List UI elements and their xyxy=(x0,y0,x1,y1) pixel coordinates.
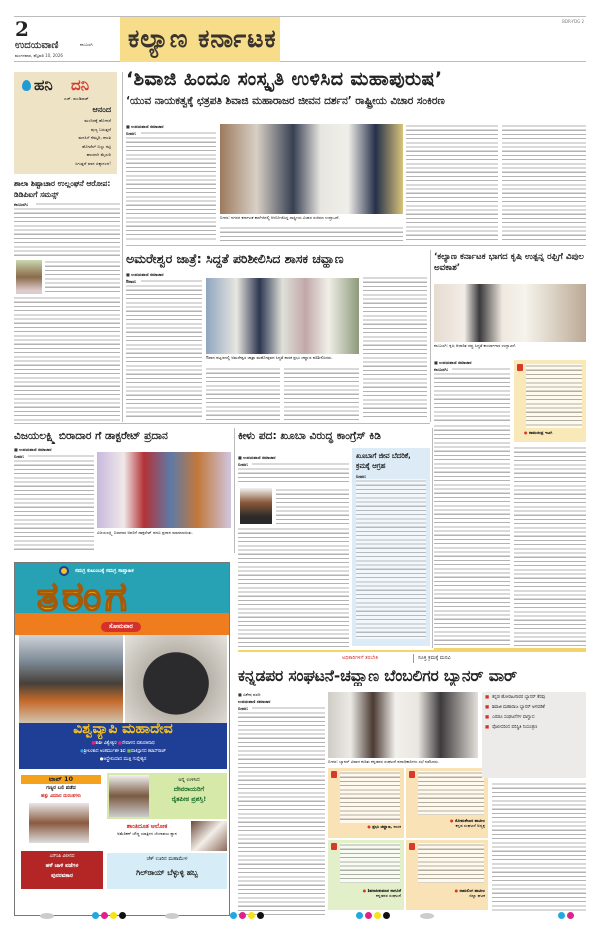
quote-box xyxy=(328,768,404,838)
fest-box xyxy=(107,853,227,889)
lead-byline: ■ ಉದಯವಾಣಿ ಸಮಾಚಾರ xyxy=(126,124,164,129)
agri-quote-box xyxy=(514,360,586,442)
quote-signature: ● ರಾಮಚಂದ್ರ ಇಟಗಿ xyxy=(524,430,553,435)
left-story-body xyxy=(45,260,120,294)
vijayalakshmi-byline-text: ಉದಯವಾಣಿ ಸಮಾಚಾರ xyxy=(19,447,52,452)
register-oval xyxy=(165,913,179,919)
amareshwar-body xyxy=(284,367,359,420)
left-story-headline: ಶಾಲಾ ಶಿಷ್ಟಾಚಾರ ಉಲ್ಲಂಘನೆ ಆರೋಪ: ಡಿಡಿಪಿಐಗೆ ಸಮನ್ಸ್ xyxy=(14,179,111,199)
quote-icon xyxy=(331,771,337,778)
taranga-title: ತರಂಗ xyxy=(37,574,131,620)
agri-dateline: ಕಲಬುರಗಿ: xyxy=(434,367,449,372)
amareshwar-byline: ■ ಉದಯವಾಣಿ ಸಮಾಚಾರ xyxy=(126,272,164,277)
registration-dot xyxy=(248,912,255,919)
hanidani-box xyxy=(14,72,117,174)
bullet-text: ಪೊಲೀಸರಿಂದ ಪರಿಸ್ಥಿತಿ ನಿಯಂತ್ರಣ xyxy=(492,725,538,730)
agri-photo-caption: ಕಲಬುರಗಿ: ಕೃಷಿ ಆಧಾರಿತ ರಫ್ತು ಸಿದ್ಧತೆ ಕಾರ್ಯಾಗಾರ ಉದ್ಘಾಟನೆ. xyxy=(434,343,517,348)
lead-body xyxy=(126,136,216,242)
registration-dot xyxy=(567,912,574,919)
quote-icon xyxy=(409,771,415,778)
lead-photo xyxy=(220,124,403,214)
amareshwar-body xyxy=(206,367,280,420)
quote-box xyxy=(406,840,488,910)
quote-text xyxy=(526,364,582,428)
hanidani-author: ಎಚ್. ಡುಂಡಿರಾಜ್ xyxy=(64,96,89,101)
registration-dot xyxy=(356,912,363,919)
lead-body xyxy=(406,124,498,242)
lead-body xyxy=(502,124,586,242)
banner-war-body xyxy=(492,782,586,912)
lead-headline: ‘ಶಿವಾಜಿ ಹಿಂದೂ ಸಂಸ್ಕೃತಿ ಉಳಿಸಿದ ಮಹಾಪುರುಷ’ xyxy=(126,68,443,90)
day-badge: ಸೋಮವಾರ xyxy=(101,622,141,632)
fest-line2: ಗಿಲ್‌ರಾಯ್ ಬೆಳ್ಳುಳ್ಳಿ ಹಬ್ಬ xyxy=(136,868,198,877)
amareshwar-body xyxy=(141,279,202,283)
top10-line1: ಗಣ್ಯರ ಬಲಿ ಪಡೆದ xyxy=(46,785,76,791)
registration-dot xyxy=(365,912,372,919)
banner-war-kicker-text: ವಿಶೇಷ ವರದಿ xyxy=(243,692,261,697)
poem-line: ಸಿಗುತ್ತದೆ ಖಾನ ಪಿಕ್ಕಾನಂದ! xyxy=(75,160,111,166)
quote-signature: ● ರಾಮಲಿಂಗ ಪಾಟೀಲ ಜಿಲ್ಲಾ ಘಟಕ xyxy=(454,888,485,898)
amareshwar-byline-text: ಉದಯವಾಣಿ ಸಮಾಚಾರ xyxy=(131,272,164,277)
keelu-sidebar-dateline: ಬೀದರ: xyxy=(356,474,367,479)
banner-war-dateline: ಬೀದರ: xyxy=(238,706,249,711)
peace-title: ಶಾಂತಿದೂತ ಆಲೋಕ xyxy=(126,823,168,830)
bullet-text: ಶಿವಾಜಿ ಮಹಾರಾಜ ಬ್ಯಾನರ್ ಅಳವಡಿಕೆ xyxy=(492,705,545,710)
lead-byline-text: ಉದಯವಾಣಿ ಸಮಾಚಾರ xyxy=(131,124,164,129)
keelu-headline: ಕೀಳು ಪದ: ಖೂಬಾ ವಿರುದ್ಧ ಕಾಂಗ್ರೆಸ್ ಕಿಡಿ xyxy=(238,430,381,442)
cover-item: ಕಾಶೀ ವಿಶ್ವೇಶ್ವರ xyxy=(95,741,117,746)
bullet-item: ■ ಪೊಲೀಸರಿಂದ ಪರಿಸ್ಥಿತಿ ನಿಯಂತ್ರಣ xyxy=(485,725,538,730)
ncp-line3: ಪುನರವತಾರ xyxy=(51,873,73,879)
vijayalakshmi-body xyxy=(14,459,94,551)
farmer-line1: ಅನ್ನ ಉಳಿಸಿದ xyxy=(178,777,200,783)
top10-label: ಟಾಪ್ 10 xyxy=(21,775,101,784)
registration-dot xyxy=(239,912,246,919)
agri-body xyxy=(434,424,510,648)
banner-war-body xyxy=(252,706,325,710)
banner-war-photo-caption: ಬೀದರ: ಬ್ಯಾನರ್ ವಿವಾದ ಕುರಿತು ಕನ್ನಡಪರ ಸಂಘಟನೆ ಪದಾಧಿಕಾರಿಗಳು ಸಭೆ ನಡೆಸಿದರು. xyxy=(328,759,440,764)
drop-icon xyxy=(22,80,31,91)
bullet-text: ಕನ್ನಡ ಹೋರಾಟಗಾರರ ಬ್ಯಾನರ್ ತೆರವು xyxy=(492,695,546,700)
cover-item: ಆಸ್ಟ್ರೇಲಿಯಾದ ಮುಕ್ತಿ ಗುಪ್ತೇಶ್ವರ xyxy=(103,757,147,762)
tag-separator xyxy=(413,654,414,663)
registration-dot xyxy=(92,912,99,919)
quote-signature-name: ರಾಮಚಂದ್ರ ಇಟಗಿ xyxy=(528,430,553,435)
keelu-dateline: ಬೀದರ: xyxy=(238,462,249,467)
ncp-line1: ಎನ್‌ಸಿಪಿ ವಿಲೀನದ xyxy=(49,854,75,859)
quote-icon xyxy=(331,843,337,850)
keelu-body xyxy=(252,462,349,466)
left-story-body xyxy=(14,207,120,259)
banner-war-bullets xyxy=(482,692,586,778)
bullet-item: ■ ಶಿವಾಜಿ ಮಹಾರಾಜ ಬ್ಯಾನರ್ ಅಳವಡಿಕೆ xyxy=(485,705,545,710)
author-photo xyxy=(16,260,42,294)
quote-box xyxy=(328,840,404,910)
section-rule xyxy=(126,245,586,246)
fest-line1: ಚೆಕ್ ಊರಿನ ಮಹಾಮೇಳ xyxy=(146,856,188,862)
cover-item: ನೇಪಾಳದ ಪಶುಪತಿನಾಥ xyxy=(121,741,155,746)
quote-name: ಶಿವರಾಜಕುಮಾರ ನಾಗೂರೆ xyxy=(367,888,401,893)
quote-signature: ● ಸೋಮಶೇಖರ ಪಾಟೀಲ ಕನ್ನಡ ಸಂಘಟನೆ ಅಧ್ಯಕ್ಷ xyxy=(450,818,485,828)
bullet-item: ■ ಎರಡೂ ಸಂಘಟನೆಗಳ ವಾಗ್ವಾದ xyxy=(485,715,535,720)
quote-name: ರಾಮಲಿಂಗ ಪಾಟೀಲ xyxy=(459,888,485,893)
quote-name: ಪ್ರಭು ಚವ್ಹಾಣ xyxy=(372,824,391,829)
registration-dot xyxy=(230,912,237,919)
lead-photo-caption: ಬೀದರ: ನಗರದ ಕರ್ನಾಟಕ ಕಾಲೇಜಿನಲ್ಲಿ ಆಯೋಜಿಸಿದ್ದ ರಾಷ್ಟ್ರೀಯ ವಿಚಾರ ಸಂಕಿರಣ ಉದ್ಘಾಟನೆ. xyxy=(220,215,340,220)
keelu-sidebar-title: ಖೂಬಾಗೆ ಜೀವ ಬೆದರಿಕೆ, ಕ್ರಮಕ್ಕೆ ಆಗ್ರಹ xyxy=(356,452,411,470)
lead-body xyxy=(220,226,403,242)
poem-line: ಮಂದಿರಕ್ಕೆ ಹೋದರೆ xyxy=(84,118,111,123)
ncp-line2: ಹಳೆ ಚಾಳಿ ಪಡೆಗಳ xyxy=(45,863,79,869)
quote-box xyxy=(406,768,488,838)
top10-photo xyxy=(29,803,89,843)
top10-line2: ಹತ್ತು ವಿಮಾನ ದುರಂತಗಳು xyxy=(41,794,81,799)
registration-marks xyxy=(356,912,390,919)
register-oval xyxy=(420,913,434,919)
vijayalakshmi-byline: ■ ಉದಯವಾಣಿ ಸಮಾಚಾರ xyxy=(14,447,52,452)
cover-item: ಪಾಕಿಸ್ತಾನದ ಕಟಾಸ್‌ರಾಜ್ xyxy=(130,749,166,754)
registration-dot xyxy=(119,912,126,919)
poem-line: ಪುಣ್ಯ ಬರುತ್ತದೆ xyxy=(90,126,111,132)
vijayalakshmi-photo xyxy=(97,452,231,528)
keelu-byline: ■ ಉದಯವಾಣಿ ಸಮಾಚಾರ xyxy=(238,455,276,460)
amareshwar-photo-caption: ಔರಾದ ಪಟ್ಟಣದಲ್ಲಿ ಅಮರೇಶ್ವರ ಜಾತ್ರಾ ಮಹೋತ್ಸವದ ಸಿದ್ಧತೆ ಶಾಸಕ ಪ್ರಭು ಚವ್ಹಾಣ ಪರಿಶೀಲಿಸಿದರು. xyxy=(206,355,333,360)
quote-text xyxy=(418,771,484,815)
cover-items-row2: ●ಶ್ರೀಲಂಕಾದ ಅಂತರ್ಮುಖೀ ಶಿವ ■ಪಾಕಿಸ್ತಾನದ ಕಟಾಸ್‌ರಾಜ್ xyxy=(80,749,166,754)
taranga-tagline: ಸಮಗ್ರ ಕುಟುಂಬಕ್ಕೆ ಸಮಗ್ರ ಸಾಪ್ತಾಹಿಕ xyxy=(75,568,134,574)
masthead xyxy=(14,16,586,62)
bullet-text: ಎರಡೂ ಸಂಘಟನೆಗಳ ವಾಗ್ವಾದ xyxy=(492,715,535,720)
cover-photo-left xyxy=(19,635,123,723)
poem-line: ಮನಸಿಗೆ ನೆಮ್ಮದಿ, ಶಾಂತಿ xyxy=(78,135,111,140)
vijayalakshmi-body xyxy=(28,454,94,458)
hanidani-logo-a: ಹನಿ xyxy=(34,76,53,94)
vijayalakshmi-photo-caption: ವಿಜಯಲಕ್ಷ್ಮಿ ಬಿರಾದಾರ ಅವರಿಗೆ ಡಾಕ್ಟರೇಟ್ ಪದವಿ ಪ್ರದಾನ ಮಾಡಲಾಯಿತು. xyxy=(97,530,193,535)
quote-icon xyxy=(409,843,415,850)
agri-body xyxy=(452,367,510,371)
banner-war-body xyxy=(238,711,325,916)
column-divider xyxy=(432,428,433,648)
quote-role: ಕನ್ನಡ ಸಂಘಟನೆ ಅಧ್ಯಕ್ಷ xyxy=(455,823,485,828)
quote-text xyxy=(340,771,400,823)
farmer-photo xyxy=(109,775,149,817)
keelu-body xyxy=(238,527,349,647)
banner-war-headline: ಕನ್ನಡಪರ ಸಂಘಟನೆ-ಚವ್ಹಾಣ ಬೆಂಬಲಿಗರ ಬ್ಯಾನರ್ ವಾರ್ xyxy=(238,667,518,685)
quote-signature: ● ಶಿವರಾಜಕುಮಾರ ನಾಗೂರೆ ಕನ್ನಡಪರ ಸಂಘಟನೆ xyxy=(362,888,401,898)
banner-war-byline: ಉದಯವಾಣಿ ಸಮಾಚಾರ xyxy=(238,699,271,704)
left-story-body xyxy=(14,296,120,422)
vijayalakshmi-dateline: ಬೀದರ: xyxy=(14,454,25,459)
lead-dateline: ಬೀದರ: xyxy=(126,131,137,136)
page-number: 2 xyxy=(15,17,29,41)
registration-marks xyxy=(230,912,264,919)
registration-marks xyxy=(558,912,574,919)
poem-line: ಹೋಟೆಲ್ ಬಿಲ್ಲು ಕಟ್ಟಿ xyxy=(82,143,111,149)
column-divider xyxy=(122,72,123,422)
ncp-box xyxy=(21,851,103,889)
quote-icon xyxy=(517,364,523,371)
paper-name: ಉದಯವಾಣಿ xyxy=(15,40,59,51)
banner-war-kicker: ■ ವಿಶೇಷ ವರದಿ xyxy=(238,692,261,697)
quote-role: ಶಾಸಕ xyxy=(393,824,401,829)
tag-strip-rule xyxy=(238,650,586,652)
keelu-byline-text: ಉದಯವಾಣಿ ಸಮಾಚಾರ xyxy=(243,455,276,460)
vijayalakshmi-headline: ವಿಜಯಲಕ್ಷ್ಮಿ ಬಿರಾದಾರ ಗೆ ಡಾಕ್ಟರೇಟ್ ಪ್ರದಾನ xyxy=(14,430,168,442)
lead-subheadline: ‘ಯುವ ನಾಯಕತ್ವಕ್ಕೆ ಛತ್ರಪತಿ ಶಿವಾಜಿ ಮಹಾರಾಜರ ಜೀವನ ದರ್ಶನ’ ರಾಷ್ಟ್ರೀಯ ವಿಚಾರ ಸಂಕಿರಣ xyxy=(126,95,445,107)
column-divider xyxy=(430,250,431,422)
farmer-line3: ರೈತಪೀಠ ಪ್ರಶಸ್ತಿ! xyxy=(171,795,207,803)
keelu-body xyxy=(276,488,349,524)
left-story-dateline: ಕಲಬುರಗಿ: xyxy=(14,202,29,207)
amareshwar-body xyxy=(126,284,202,420)
registration-dot xyxy=(110,912,117,919)
registration-dot xyxy=(257,912,264,919)
keelu-sidebar-body xyxy=(356,479,426,639)
cover-panel xyxy=(19,723,227,769)
keelu-body xyxy=(238,467,349,485)
poem-title: ಆನಂದ xyxy=(92,105,111,114)
quote-role: ಜಿಲ್ಲಾ ಘಟಕ xyxy=(469,893,485,898)
agri-body xyxy=(434,372,510,422)
taranga-ad[interactable] xyxy=(14,562,230,916)
quote-role: ಕನ್ನಡಪರ ಸಂಘಟನೆ xyxy=(376,893,401,898)
politician-photo xyxy=(240,488,272,524)
cover-photo-right xyxy=(125,635,227,723)
registration-marks xyxy=(92,912,126,919)
register-oval xyxy=(40,913,54,919)
amareshwar-dateline: ಔರಾದ: xyxy=(126,279,137,284)
banner-war-photo xyxy=(328,692,478,758)
registration-dot xyxy=(374,912,381,919)
section-rule xyxy=(14,423,430,424)
lead-body xyxy=(141,131,216,135)
poem-line: ಹಾಯಾಗಿ ಮೈಸುರಿ xyxy=(86,152,111,157)
agri-body xyxy=(514,446,586,646)
cover-title: ವಿಶ್ವವ್ಯಾಪಿ ಮಹಾದೇವ xyxy=(73,721,173,737)
hanidani-logo-b: ದನಿ xyxy=(71,76,90,94)
issue-date: ಮಂಗಳವಾರ, ಫೆಬ್ರವರಿ 10, 2026 xyxy=(15,53,63,58)
edition-code: BDR-YDG 2 xyxy=(562,19,584,24)
agri-byline: ■ ಉದಯವಾಣಿ ಸಮಾಚಾರ xyxy=(434,360,472,365)
peace-sub: ಅಮೆರಿಕನ್ ಬೌದ್ಧ ಯಾತ್ರಿಗಳ ಬೆಂಗಾವಲು ಶ್ವಾನ xyxy=(117,831,177,836)
edition-label: ಕಲಬುರಗಿ xyxy=(80,42,93,47)
cover-items-row3: ●ಆಸ್ಟ್ರೇಲಿಯಾದ ಮುಕ್ತಿ ಗುಪ್ತೇಶ್ವರ xyxy=(99,757,147,762)
farmer-line2: ದೇವರಾಯರಿಗೆ xyxy=(173,785,205,793)
quote-signature: ● ಪ್ರಭು ಚವ್ಹಾಣ, ಶಾಸಕ xyxy=(367,824,401,829)
left-story-body xyxy=(36,202,120,206)
registration-dot xyxy=(101,912,108,919)
section-title: ಕಲ್ಯಾಣ ಕರ್ನಾಟಕ xyxy=(128,24,277,53)
agri-headline: ‘ಕಲ್ಯಾಣ ಕರ್ನಾಟಕ ಭಾಗದ ಕೃಷಿ ಉತ್ಪನ್ನ ರಫ್ತಿಗೆ ವಿಪುಲ ಅವಕಾಶ’ xyxy=(434,252,584,273)
cover-item: ಶ್ರೀಲಂಕಾದ ಅಂತರ್ಮುಖೀ ಶಿವ xyxy=(83,749,126,754)
tag-left: ಅಧಿಕಾರಿಗಳಿಗೆ ತರಬೇತಿ xyxy=(342,655,379,661)
amareshwar-body xyxy=(363,276,427,420)
tag-right: ಸೂಕ್ತ ಕ್ರಮಕ್ಕೆ ಮನವಿ xyxy=(418,655,451,661)
quote-name: ಸೋಮಶೇಖರ ಪಾಟೀಲ xyxy=(454,818,485,823)
agri-byline-text: ಉದಯವಾಣಿ ಸಮಾಚಾರ xyxy=(439,360,472,365)
amareshwar-photo xyxy=(206,278,359,354)
bullet-item: ■ ಕನ್ನಡ ಹೋರಾಟಗಾರರ ಬ್ಯಾನರ್ ತೆರವು xyxy=(485,695,546,700)
column-divider xyxy=(234,428,235,553)
amareshwar-headline: ಅಮರೇಶ್ವರ ಜಾತ್ರೆ: ಸಿದ್ಧತೆ ಪರಿಶೀಲಿಸಿದ ಶಾಸಕ ಚವ್ಹಾಣ xyxy=(126,251,344,266)
registration-dot xyxy=(383,912,390,919)
dog-photo xyxy=(191,821,227,851)
agri-photo xyxy=(434,284,586,342)
keelu-sidebar xyxy=(352,448,430,646)
quote-text xyxy=(418,843,484,883)
quote-text xyxy=(340,843,400,883)
registration-dot xyxy=(558,912,565,919)
poem-body xyxy=(75,117,111,168)
cover-items-row1: ■ಕಾಶೀ ವಿಶ್ವೇಶ್ವರ ■ನೇಪಾಳದ ಪಶುಪತಿನಾಥ xyxy=(91,741,155,746)
